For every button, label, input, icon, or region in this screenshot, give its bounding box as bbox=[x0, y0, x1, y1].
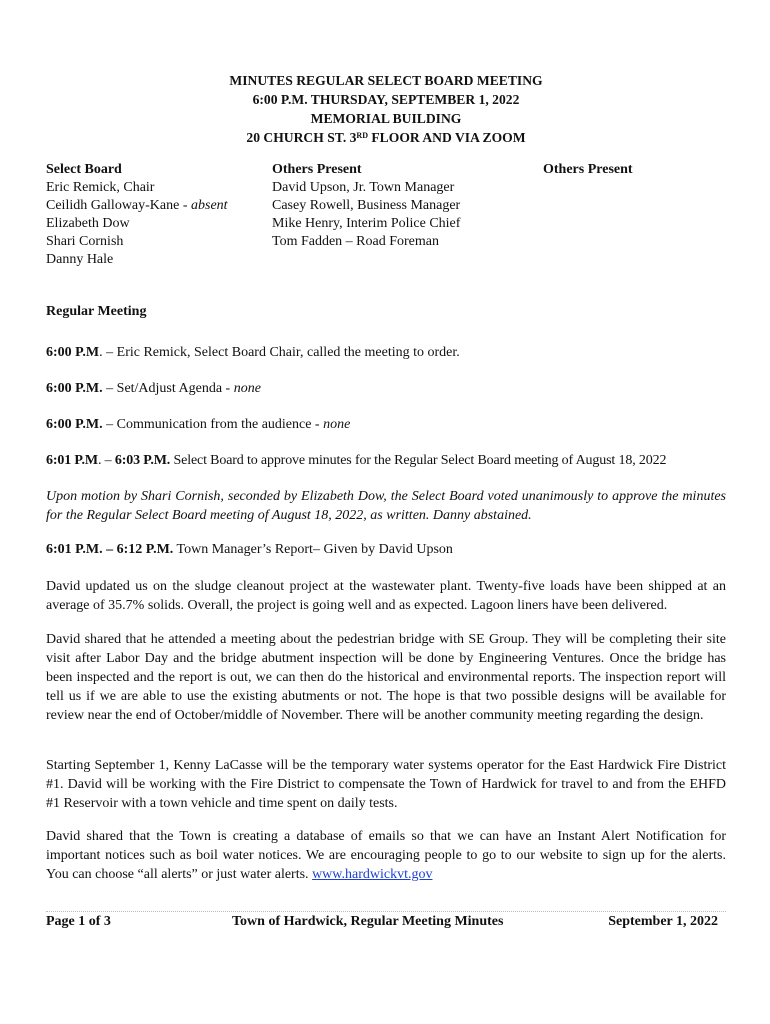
member-name: Eric Remick, Chair bbox=[46, 180, 155, 195]
document-header bbox=[46, 71, 726, 147]
agenda-item-town-manager-report: 6:01 P.M. – 6:12 P.M. Town Manager’s Report– Given by David Upson bbox=[46, 542, 453, 557]
attendee-name: Casey Rowell, Business Manager bbox=[272, 198, 461, 213]
attendee-name: David Upson, Jr. Town Manager bbox=[272, 180, 455, 195]
member-name: Shari Cornish bbox=[46, 234, 124, 249]
absent-note: absent bbox=[191, 198, 228, 213]
report-paragraph-water-operator: Starting September 1, Kenny LaCasse will be the temporary water systems operator for the East Hardwick Fire District #1. David will be working with the Fire District to compensate the Town of Hardwick for travel to and from the EHFD #1 Reservoir with a town vehicle and time spent on daily tests. bbox=[46, 758, 726, 811]
header-address: 20 CHURCH ST. 3RD FLOOR AND VIA ZOOM bbox=[246, 130, 526, 145]
section-heading: Regular Meeting bbox=[46, 304, 147, 319]
footer-divider bbox=[46, 911, 726, 912]
agenda-item-call-to-order: 6:00 P.M. – Eric Remick, Select Board Chair, called the meeting to order. bbox=[46, 345, 460, 360]
others-present-column bbox=[272, 161, 460, 251]
website-link[interactable]: www.hardwickvt.gov bbox=[312, 867, 433, 882]
header-datetime: 6:00 P.M. THURSDAY, SEPTEMBER 1, 2022 bbox=[252, 92, 520, 107]
motion-paragraph: Upon motion by Shari Cornish, seconded by Elizabeth Dow, the Select Board voted unanimously to approve the minutes for the Regular Select Board meeting of August 18, 2022, as written. Danny abstained. bbox=[46, 489, 726, 523]
agenda-item-approve-minutes: 6:01 P.M. – 6:03 P.M. Select Board to approve minutes for the Regular Select Board meeting of August 18, 2022 bbox=[46, 453, 667, 468]
others-present-column-2 bbox=[543, 161, 633, 179]
member-name: Ceilidh Galloway-Kane - absent bbox=[46, 198, 228, 213]
attendee-name: Mike Henry, Interim Police Chief bbox=[272, 216, 461, 231]
header-location: MEMORIAL BUILDING bbox=[310, 111, 462, 126]
agenda-item-set-agenda: 6:00 P.M. – Set/Adjust Agenda - none bbox=[46, 381, 261, 396]
select-board-heading: Select Board bbox=[46, 162, 122, 177]
agenda-item-communication: 6:00 P.M. – Communication from the audience - none bbox=[46, 417, 351, 432]
member-name: Danny Hale bbox=[46, 252, 114, 267]
report-paragraph-sludge: David updated us on the sludge cleanout project at the wastewater plant. Twenty-five loads have been shipped at an average of 35.7% solids. Overall, the project is going well and as expected. Lagoon liners have been delivered. bbox=[46, 579, 726, 613]
attendee-name: Tom Fadden – Road Foreman bbox=[272, 234, 439, 249]
report-paragraph-alerts: David shared that the Town is creating a database of emails so that we can have an Instant Alert Notification for important notices such as boil water notices. We are encouraging people to go to our website to sign up for the alerts. You can choose “all alerts” or just water alerts. www.hardwickvt.gov bbox=[46, 829, 726, 882]
header-title: MINUTES REGULAR SELECT BOARD MEETING bbox=[229, 73, 543, 88]
others-present-heading: Others Present bbox=[272, 162, 362, 177]
select-board-column bbox=[46, 161, 228, 269]
footer-title: Town of Hardwick, Regular Meeting Minutes bbox=[232, 914, 504, 929]
footer-date: September 1, 2022 bbox=[608, 914, 718, 929]
member-name: Elizabeth Dow bbox=[46, 216, 130, 231]
report-paragraph-bridge: David shared that he attended a meeting about the pedestrian bridge with SE Group. They will be completing their site visit after Labor Day and the bridge abutment inspection will be done by Engineering Ventures. Once the bridge has been inspected and the report is out, we can then do the historical and environmental reports. The inspection report will tell us if we are able to use the existing abutments or not. The hope is that two possible designs will be available for review near the end of October/middle of November. There will be another community meeting regarding the design. bbox=[46, 632, 726, 723]
others-present-heading-2: Others Present bbox=[543, 162, 633, 177]
page-number: Page 1 of 3 bbox=[46, 914, 111, 929]
